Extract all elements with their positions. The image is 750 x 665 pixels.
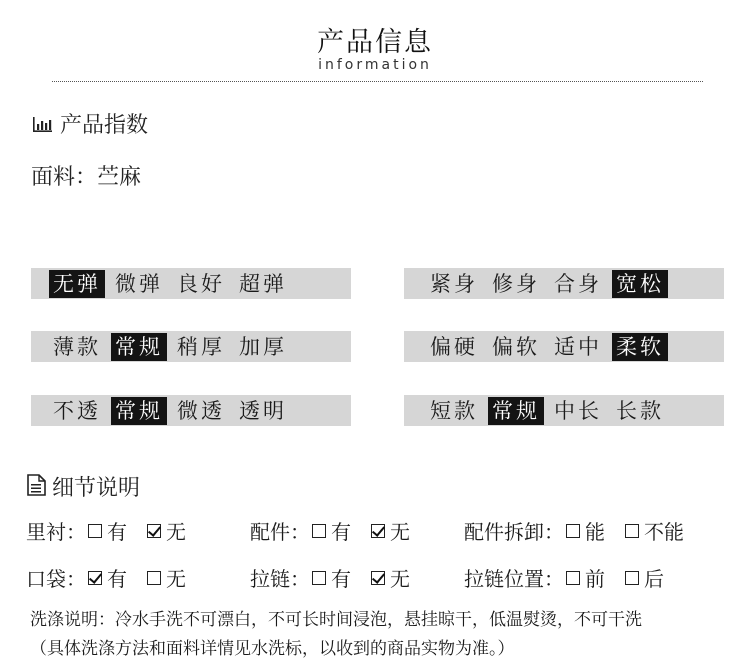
checkbox-label: 无 [390, 567, 410, 591]
elasticity-scale [31, 268, 351, 299]
detail-label: 里衬： [26, 520, 86, 544]
product-index-heading: 产品指数 [60, 113, 149, 138]
thickness-scale [31, 331, 351, 362]
length-scale [404, 395, 724, 426]
scale-option: 微弹 [115, 271, 163, 296]
checkbox-label: 有 [107, 567, 127, 591]
scale-option: 修身 [492, 271, 540, 296]
detail-label: 口袋： [26, 567, 86, 591]
scale-option: 合身 [554, 271, 602, 296]
checkbox[interactable] [625, 571, 639, 585]
checkbox[interactable] [566, 571, 580, 585]
checkbox[interactable] [312, 524, 326, 538]
scale-option: 良好 [177, 271, 225, 296]
checkbox[interactable] [88, 524, 102, 538]
scale-option-selected: 无弹 [49, 270, 105, 298]
scale-option: 紧身 [430, 271, 478, 296]
page-title: 产品信息 [317, 27, 433, 58]
detail-label: 拉链位置： [464, 567, 564, 591]
scale-option: 中长 [554, 398, 602, 423]
scale-option: 短款 [430, 398, 478, 423]
checkbox-label: 无 [166, 567, 186, 591]
softness-scale [404, 331, 724, 362]
scale-option: 适中 [554, 334, 602, 359]
checkbox-label: 后 [644, 567, 664, 591]
checkbox-label: 有 [331, 567, 351, 591]
checkbox-label: 无 [166, 520, 186, 544]
scale-option: 不透 [53, 398, 101, 423]
checkbox-checked[interactable] [147, 524, 161, 538]
scale-option: 超弹 [239, 271, 287, 296]
checkbox-label: 能 [585, 520, 605, 544]
document-icon [27, 474, 46, 496]
detail-group [26, 516, 186, 545]
detail-group [250, 516, 410, 545]
fit-scale [404, 268, 724, 299]
scale-option: 透明 [239, 398, 287, 423]
checkbox-label: 前 [585, 567, 605, 591]
details-heading: 细节说明 [52, 476, 141, 501]
checkbox-label: 有 [331, 520, 351, 544]
checkbox-checked[interactable] [371, 571, 385, 585]
checkbox[interactable] [312, 571, 326, 585]
scale-option: 偏硬 [430, 334, 478, 359]
scale-option: 微透 [177, 398, 225, 423]
checkbox[interactable] [625, 524, 639, 538]
bar-chart-icon [33, 117, 52, 132]
scale-option: 加厚 [239, 334, 287, 359]
detail-group [26, 563, 186, 592]
scale-option: 稍厚 [177, 334, 225, 359]
detail-group [464, 563, 664, 592]
wash-note: （具体洗涤方法和面料详情见水洗标，以收到的商品实物为准。） [30, 639, 515, 659]
scale-option: 偏软 [492, 334, 540, 359]
checkbox[interactable] [566, 524, 580, 538]
wash-instructions: 洗涤说明：冷水手洗不可漂白，不可长时间浸泡，悬挂晾干，低温熨烫，不可干洗 [30, 610, 642, 630]
scale-option-selected: 柔软 [612, 333, 668, 361]
scale-option-selected: 常规 [111, 397, 167, 425]
scale-option-selected: 常规 [111, 333, 167, 361]
checkbox-checked[interactable] [371, 524, 385, 538]
detail-label: 拉链： [250, 567, 310, 591]
detail-label: 配件拆卸： [464, 520, 564, 544]
checkbox-label: 有 [107, 520, 127, 544]
detail-group [464, 516, 684, 545]
page-subtitle: information [318, 57, 432, 73]
transparency-scale [31, 395, 351, 426]
detail-group [250, 563, 410, 592]
dotted-divider [52, 81, 703, 82]
scale-option: 长款 [616, 398, 664, 423]
scale-option: 薄款 [53, 334, 101, 359]
scale-option-selected: 宽松 [612, 270, 668, 298]
scale-option-selected: 常规 [488, 397, 544, 425]
checkbox-label: 不能 [644, 520, 684, 544]
fabric-label: 面料：苎麻 [31, 165, 142, 190]
detail-label: 配件： [250, 520, 310, 544]
checkbox[interactable] [147, 571, 161, 585]
checkbox-checked[interactable] [88, 571, 102, 585]
checkbox-label: 无 [390, 520, 410, 544]
